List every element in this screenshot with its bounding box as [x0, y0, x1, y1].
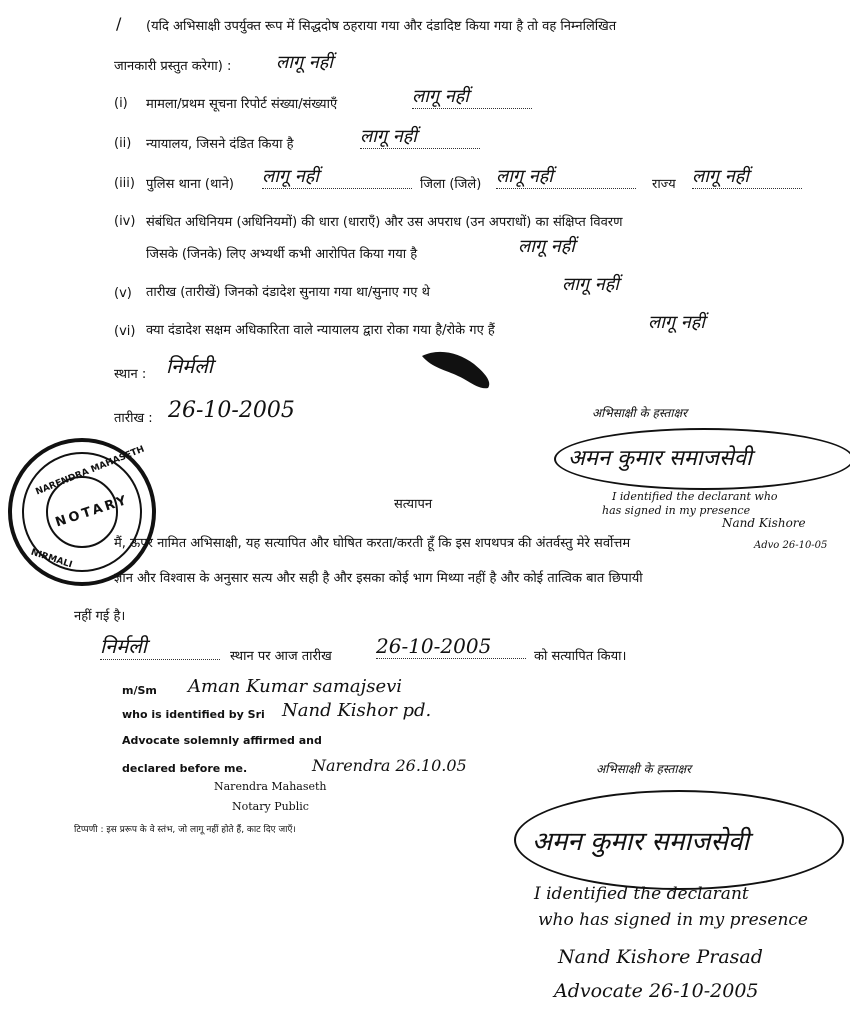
notary-identifier-handwritten: Nand Kishor pd.	[282, 700, 432, 721]
item-num-4: (iv)	[114, 214, 136, 229]
item-text-4b: जिसके (जिनके) लिए अभ्यर्थी कभी आरोपित किया गया है	[146, 247, 418, 262]
notary-line-6: Notary Public	[232, 800, 309, 813]
verification-line-3: नहीं गई है।	[74, 609, 126, 624]
identification-2-line-1: I identified the declarant	[534, 884, 749, 904]
verification-text-b: को सत्यापित किया।	[534, 649, 627, 664]
verification-text-a: स्थान पर आज तारीख	[230, 649, 332, 664]
item-hand-5: लागू नहीं	[562, 274, 619, 295]
intro-handwritten: लागू नहीं	[276, 52, 333, 73]
notary-line-5: Narendra Mahaseth	[214, 780, 327, 793]
item-hand-4: लागू नहीं	[518, 236, 575, 257]
deponent-signature-2: अमन कुमार समाजसेवी	[532, 827, 750, 857]
item-text-3c: राज्य	[652, 177, 676, 192]
deponent-signature-1: अमन कुमार समाजसेवी	[568, 446, 752, 471]
item-num-1: (i)	[114, 96, 128, 111]
identification-1-line-1: I identified the declarant who	[612, 490, 778, 503]
seal-text-bottom: NIRMALI	[29, 547, 74, 571]
verification-line-1: मैं, ऊपर नामित अभिसाक्षी, यह सत्यापित और घोषित करता/करती हूँ कि इस शपथपत्र की अंतर्वस्तु मेरे सर्वोत्तम	[114, 536, 631, 551]
item-num-5: (v)	[114, 286, 132, 301]
item-hand-1: लागू नहीं	[412, 84, 532, 109]
identification-1-line-4: Advo 26-10-05	[754, 540, 828, 551]
item-text-1: मामला/प्रथम सूचना रिपोर्ट संख्या/संख्याएँ	[146, 97, 338, 112]
deponent-signature-label-1: अभिसाक्षी के हस्ताक्षर	[592, 406, 687, 420]
seal-text-top: NARENDRA MAHASETH	[34, 444, 146, 498]
footnote: टिप्पणी : इस प्ररूप के वे स्तंभ, जो लागू नहीं होते हैं, काट दिए जाएँ।	[74, 825, 296, 835]
item-text-5: तारीख (तारीखें) जिनको दंडादेश सुनाया गया था/सुनाए गए थे	[146, 285, 430, 300]
identification-2-line-2: who has signed in my presence	[538, 910, 808, 930]
item-hand-3b: लागू नहीं	[496, 164, 636, 189]
verification-date-handwritten: 26-10-2005	[376, 634, 526, 659]
deponent-signature-label-2: अभिसाक्षी के हस्ताक्षर	[596, 762, 691, 776]
item-text-4: संबंधित अधिनियम (अधिनियमों) की धारा (धाराएँ) और उस अपराध (उन अपराधों) का संक्षिप्त विवरण	[146, 215, 623, 230]
date-handwritten: 26-10-2005	[168, 398, 295, 423]
item-text-6: क्या दंडादेश सक्षम अधिकारिता वाले न्यायालय द्वारा रोका गया है/रोके गए हैं	[146, 323, 495, 338]
tick-mark: /	[116, 14, 122, 33]
item-text-3: पुलिस थाना (थाने)	[146, 177, 234, 192]
identification-1-line-3: Nand Kishore	[722, 516, 806, 530]
identification-1-line-2: has signed in my presence	[602, 504, 751, 517]
identification-2-line-3: Nand Kishore Prasad	[558, 946, 763, 968]
notary-line-1: m/Sm	[122, 684, 157, 697]
identification-2-line-4: Advocate 26-10-2005	[554, 980, 759, 1002]
seal-text-middle: NOTARY	[53, 492, 132, 531]
notary-name-handwritten: Aman Kumar samajsevi	[188, 676, 403, 697]
verification-place-handwritten: निर्मली	[100, 632, 220, 660]
item-hand-3: लागू नहीं	[262, 164, 412, 189]
item-num-3: (iii)	[114, 176, 135, 191]
place-label: स्थान :	[114, 367, 147, 382]
notary-line-3: Advocate solemnly affirmed and	[122, 734, 322, 747]
item-text-3b: जिला (जिले)	[420, 177, 482, 192]
item-num-6: (vi)	[114, 324, 136, 339]
intro-line-2: जानकारी प्रस्तुत करेगा) :	[114, 59, 232, 74]
notary-line-2: who is identified by Sri	[122, 708, 265, 721]
verification-line-2: ज्ञान और विश्वास के अनुसार सत्य और सही है और इसका कोई भाग मिथ्या नहीं है और कोई तात्विक बात छिपायी	[114, 571, 643, 586]
notary-seal	[8, 438, 156, 586]
item-hand-6: लागू नहीं	[648, 312, 705, 333]
item-text-2: न्यायालय, जिसने दंडित किया है	[146, 137, 294, 152]
notary-signature-handwritten: Narendra 26.10.05	[312, 756, 467, 775]
ink-smudge	[418, 346, 498, 394]
date-label: तारीख :	[114, 411, 153, 426]
item-hand-2: लागू नहीं	[360, 124, 480, 149]
verification-heading: सत्यापन	[394, 497, 433, 512]
item-num-2: (ii)	[114, 136, 132, 151]
notary-line-4: declared before me.	[122, 762, 248, 775]
intro-line-1: (यदि अभिसाक्षी उपर्युक्त रूप में सिद्धदोष ठहराया गया और दंडादिष्ट किया गया है तो वह निम्नलिखित	[146, 19, 617, 34]
place-handwritten: निर्मली	[166, 354, 213, 378]
item-hand-3c: लागू नहीं	[692, 164, 802, 189]
